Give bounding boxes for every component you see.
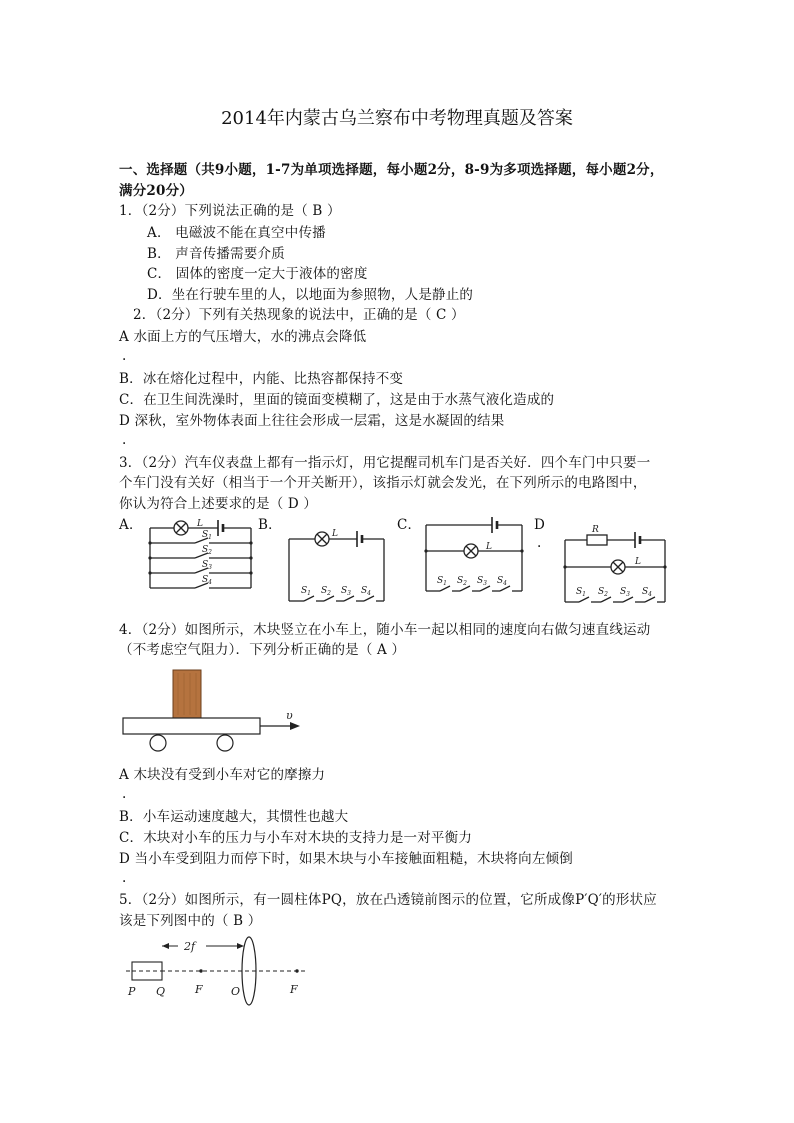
arrow-right-icon — [290, 722, 300, 730]
wheel-icon — [217, 735, 233, 751]
label-o: O — [231, 985, 241, 998]
label-f-right: F — [290, 983, 298, 996]
switch-subscript: 1 — [582, 591, 586, 598]
circuit-c-lamp-label: L — [486, 542, 492, 552]
switch-subscript: 1 — [307, 590, 311, 597]
switch-subscript: 4 — [648, 591, 652, 598]
label-2f: 2f — [184, 940, 196, 953]
circuit-b-lamp-label: L — [332, 529, 338, 539]
q1-stem: 1．（2分）下列说法正确的是（ B ） — [119, 203, 341, 219]
switch-subscript: 2 — [604, 591, 608, 598]
q4-option-d-dot: . — [122, 870, 127, 886]
switch-subscript: 4 — [208, 579, 212, 586]
switch-subscript: 1 — [208, 534, 212, 541]
q3-label-c: C． — [397, 517, 422, 533]
circuit-c-switch-label: $S_4$ — [497, 576, 507, 587]
q5-line1: 5．（2分）如图所示，有一圆柱体PQ，放在凸透镜前图示的位置，它所成像P′Q′的形状应 — [119, 892, 657, 908]
resistor-icon — [587, 535, 607, 545]
q2-option-a-dot: . — [122, 348, 127, 364]
q3-line1: 3．（2分）汽车仪表盘上都有一指示灯，用它提醒司机车门是否关好．四个车门中只要一 — [119, 455, 651, 471]
wood-block-icon — [173, 670, 201, 718]
circuit-a-switch-label: $S_2$ — [202, 545, 212, 556]
q2-option-d-dot: . — [122, 432, 127, 448]
circuit-a-switch-label: $S_4$ — [202, 575, 212, 586]
switch-subscript: 2 — [208, 549, 212, 556]
circuit-d-switch-label: $S_4$ — [642, 587, 652, 598]
q1-option-d: D．坐在行驶车里的人，以地面为参照物，人是静止的 — [147, 287, 474, 303]
q3-label-a: A． — [119, 517, 143, 533]
switch-subscript: 4 — [367, 590, 371, 597]
circuit-c-diagram — [422, 515, 526, 597]
q3-line2: 个车门没有关好（相当于一个开关断开），该指示灯就会发光，在下列所示的电路图中， — [119, 475, 647, 491]
arrow-right-icon — [237, 943, 244, 949]
circuit-a-lamp-label: L — [197, 519, 203, 529]
q2-option-c: C．在卫生间洗澡时，里面的镜面变模糊了，这是由于水蒸气液化造成的 — [119, 392, 555, 408]
circuit-b-switch-label: $S_3$ — [341, 586, 351, 597]
q4-option-a: A 木块没有受到小车对它的摩擦力 — [119, 767, 326, 783]
q3-label-d: D — [534, 517, 546, 533]
q2-option-b: B．冰在熔化过程中，内能、比热容都保持不变 — [119, 371, 404, 387]
q5-line2: 该是下列图中的（ B ） — [119, 913, 262, 929]
switch-subscript: 1 — [443, 580, 447, 587]
circuit-b-diagram — [284, 525, 388, 607]
q1-option-b: B． 声音传播需要介质 — [147, 246, 285, 262]
page-title: 2014年内蒙古乌兰察布中考物理真题及答案 — [221, 108, 573, 129]
section-heading-line2: 满分20分） — [119, 183, 193, 199]
label-q: Q — [156, 985, 166, 998]
q4-option-a-dot: . — [122, 786, 127, 802]
switch-subscript: 4 — [503, 580, 507, 587]
circuit-b-switch-label: $S_4$ — [361, 586, 371, 597]
cart-block-diagram — [118, 665, 308, 757]
switch-subscript: 3 — [208, 564, 212, 571]
switch-subscript: 2 — [327, 590, 331, 597]
q4-line1: 4．（2分）如图所示，木块竖立在小车上，随小车一起以相同的速度向右做匀速直线运动 — [119, 622, 651, 638]
velocity-label: υ — [286, 709, 293, 722]
q3-label-b: B． — [258, 517, 282, 533]
section-heading-line1: 一、选择题（共9小题，1-7为单项选择题，每小题2分，8-9为多项选择题，每小题2分， — [119, 162, 664, 178]
circuit-a-switch-label: $S_1$ — [202, 530, 212, 541]
circuit-c-switch-label: $S_3$ — [477, 576, 487, 587]
label-f-left: F — [195, 983, 203, 996]
circuit-d-resistor-label: R — [592, 525, 599, 535]
circuit-c-switch-label: $S_2$ — [457, 576, 467, 587]
circuit-a-diagram — [145, 518, 257, 598]
switch-subscript: 3 — [626, 591, 630, 598]
q2-stem: 2．（2分）下列有关热现象的说法中，正确的是（ C ） — [133, 307, 465, 323]
circuit-b-switch-label: $S_2$ — [321, 586, 331, 597]
q4-option-b: B．小车运动速度越大，其惯性也越大 — [119, 809, 349, 825]
q4-option-c: C．木块对小车的压力与小车对木块的支持力是一对平衡力 — [119, 830, 473, 846]
label-p: P — [128, 985, 136, 998]
switch-subscript: 3 — [483, 580, 487, 587]
q1-option-c: C． 固体的密度一定大于液体的密度 — [147, 266, 368, 282]
q4-option-d: D 当小车受到阻力而停下时，如果木块与小车接触面粗糙，木块将向左倾倒 — [119, 851, 573, 867]
circuit-d-switch-label: $S_1$ — [576, 587, 586, 598]
wheel-icon — [150, 735, 166, 751]
q1-option-a: A． 电磁波不能在真空中传播 — [147, 225, 326, 241]
switch-subscript: 3 — [347, 590, 351, 597]
q3-line3: 你认为符合上述要求的是（ D ） — [119, 496, 318, 512]
circuit-d-lamp-label: L — [635, 557, 641, 567]
arrow-left-icon — [162, 943, 169, 949]
circuit-b-switch-label: $S_1$ — [301, 586, 311, 597]
circuit-d-switch-label: $S_3$ — [620, 587, 630, 598]
circuit-c-switch-label: $S_1$ — [437, 576, 447, 587]
circuit-d-switch-label: $S_2$ — [598, 587, 608, 598]
circuit-d-diagram — [561, 522, 671, 608]
switch-subscript: 2 — [463, 580, 467, 587]
lens-diagram — [122, 935, 312, 1007]
q3-label-d-dot: . — [537, 535, 542, 551]
circuit-a-switch-label: $S_3$ — [202, 560, 212, 571]
q4-line2: （不考虑空气阻力）．下列分析正确的是（ A ） — [119, 642, 406, 658]
q2-option-d: D 深秋，室外物体表面上往往会形成一层霜，这是水凝固的结果 — [119, 413, 505, 429]
q2-option-a: A 水面上方的气压增大，水的沸点会降低 — [119, 329, 367, 345]
cart-body-icon — [123, 718, 260, 734]
